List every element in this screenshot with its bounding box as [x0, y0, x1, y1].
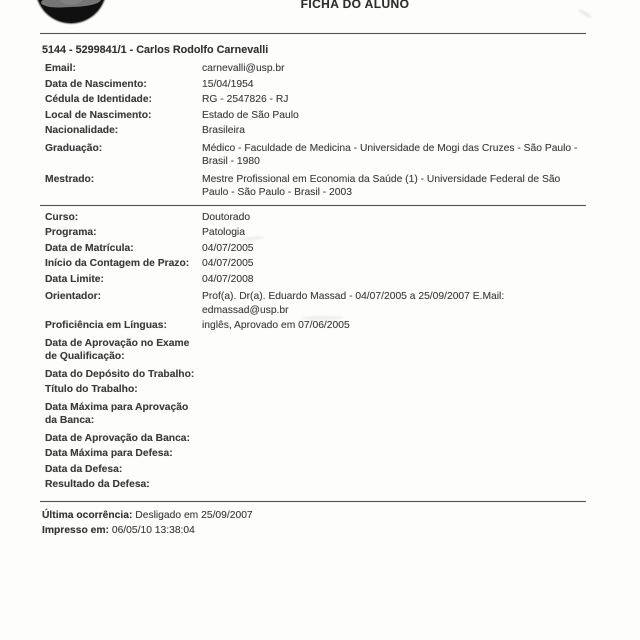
field-label: Data Limite:: [45, 273, 104, 285]
field-label: Data da Defesa:: [45, 463, 123, 475]
field-row-undergraduate: [0, 142, 640, 169]
field-value: Doutorado: [202, 211, 251, 223]
last-occurrence-line: [42, 508, 600, 524]
field-row-qualification-exam-date: [0, 337, 640, 364]
printed-at-label: Impresso em:: [42, 525, 109, 536]
printed-at-value: 06/05/10 13:38:04: [111, 525, 195, 536]
personal-info-section: [0, 62, 640, 200]
student-id-name: 5144 - 5299841/1 - Carlos Rodolfo Carnevalli: [42, 44, 269, 56]
field-value: Estado de São Paulo: [202, 109, 299, 121]
field-row-enrollment-date: [0, 242, 640, 256]
field-label: Data de Aprovação no Exame de Qualificação:: [45, 337, 190, 362]
field-row-masters: [0, 173, 640, 200]
field-label: Mestrado:: [45, 173, 95, 185]
last-occurrence-value: Desligado em 25/09/2007: [135, 509, 253, 521]
field-row-work-deposit-date: [0, 368, 640, 382]
field-row-term-start: [0, 257, 640, 271]
field-label: Local de Nascimento:: [45, 109, 152, 121]
divider-top: [40, 33, 586, 34]
field-row-nationality: [0, 124, 640, 138]
field-row-course: [0, 211, 640, 225]
field-label: Data de Nascimento:: [45, 78, 147, 90]
field-row-birth-place: [0, 109, 640, 123]
field-value: carnevalli@usp.br: [202, 63, 285, 74]
field-row-defense-date: [0, 463, 640, 477]
field-value: Prof(a). Dr(a). Eduardo Massad - 04/07/2005 a 25/09/2007 E.Mail: edmassad@usp.br: [202, 291, 505, 316]
field-row-committee-approval-date: [0, 432, 640, 446]
field-row-work-title: [0, 383, 640, 397]
field-label: Data de Aprovação da Banca:: [45, 432, 190, 444]
field-label: Data Máxima para Defesa:: [45, 448, 173, 459]
page-title: FICHA DO ALUNO: [300, 0, 410, 11]
field-row-identity-card: [0, 93, 640, 107]
field-label: Data de Matrícula:: [45, 242, 134, 254]
field-row-email: [0, 62, 640, 76]
field-label: Graduação:: [45, 142, 103, 154]
field-label: Data Máxima para Aprovação da Banca:: [45, 401, 189, 426]
field-label: Orientador:: [45, 291, 102, 302]
field-label: Proficiência em Línguas:: [45, 320, 167, 331]
field-value: Médico - Faculdade de Medicina - Universidade de Mogi das Cruzes - São Paulo - Brasil - 1980: [202, 142, 578, 167]
field-value: 04/07/2008: [202, 273, 254, 285]
field-value: Mestre Profissional em Economia da Saúde (1) - Universidade Federal de São Paulo - São Paulo - Brasil - 2003: [202, 173, 561, 198]
field-value: 04/07/2005: [202, 242, 254, 254]
last-occurrence-label: Última ocorrência:: [42, 509, 133, 521]
course-info-section: [0, 211, 640, 492]
field-label: Email:: [45, 63, 76, 74]
divider-middle: [40, 205, 586, 206]
field-value: inglês, Aprovado em 07/06/2005: [202, 320, 350, 331]
field-value: RG - 2547826 - RJ: [202, 94, 289, 105]
field-label: Cédula de Identidade:: [45, 94, 152, 105]
field-label: Nacionalidade:: [45, 125, 119, 136]
field-row-birth-date: [0, 78, 640, 92]
divider-bottom: [40, 501, 586, 502]
field-value: Patologia: [202, 227, 245, 238]
field-row-language-proficiency: [0, 319, 640, 333]
field-row-defense-result: [0, 478, 640, 492]
field-label: Título do Trabalho:: [45, 384, 138, 395]
field-label: Programa:: [45, 227, 97, 238]
field-value: 04/07/2005: [202, 258, 254, 269]
field-row-deadline: [0, 273, 640, 287]
field-value: Brasileira: [202, 125, 245, 136]
field-label: Início da Contagem de Prazo:: [45, 258, 190, 269]
document-header: [0, 0, 640, 33]
field-label: Curso:: [45, 211, 79, 223]
field-label: Data do Depósito do Trabalho:: [45, 368, 195, 380]
printed-at-line: [42, 523, 600, 539]
field-value: 15/04/1954: [202, 78, 254, 90]
field-row-program: [0, 226, 640, 240]
field-row-advisor: [0, 290, 640, 317]
field-row-committee-approval-deadline: [0, 401, 640, 428]
document-footer: [42, 508, 600, 539]
field-label: Resultado da Defesa:: [45, 479, 150, 490]
field-row-defense-deadline: [0, 447, 640, 461]
